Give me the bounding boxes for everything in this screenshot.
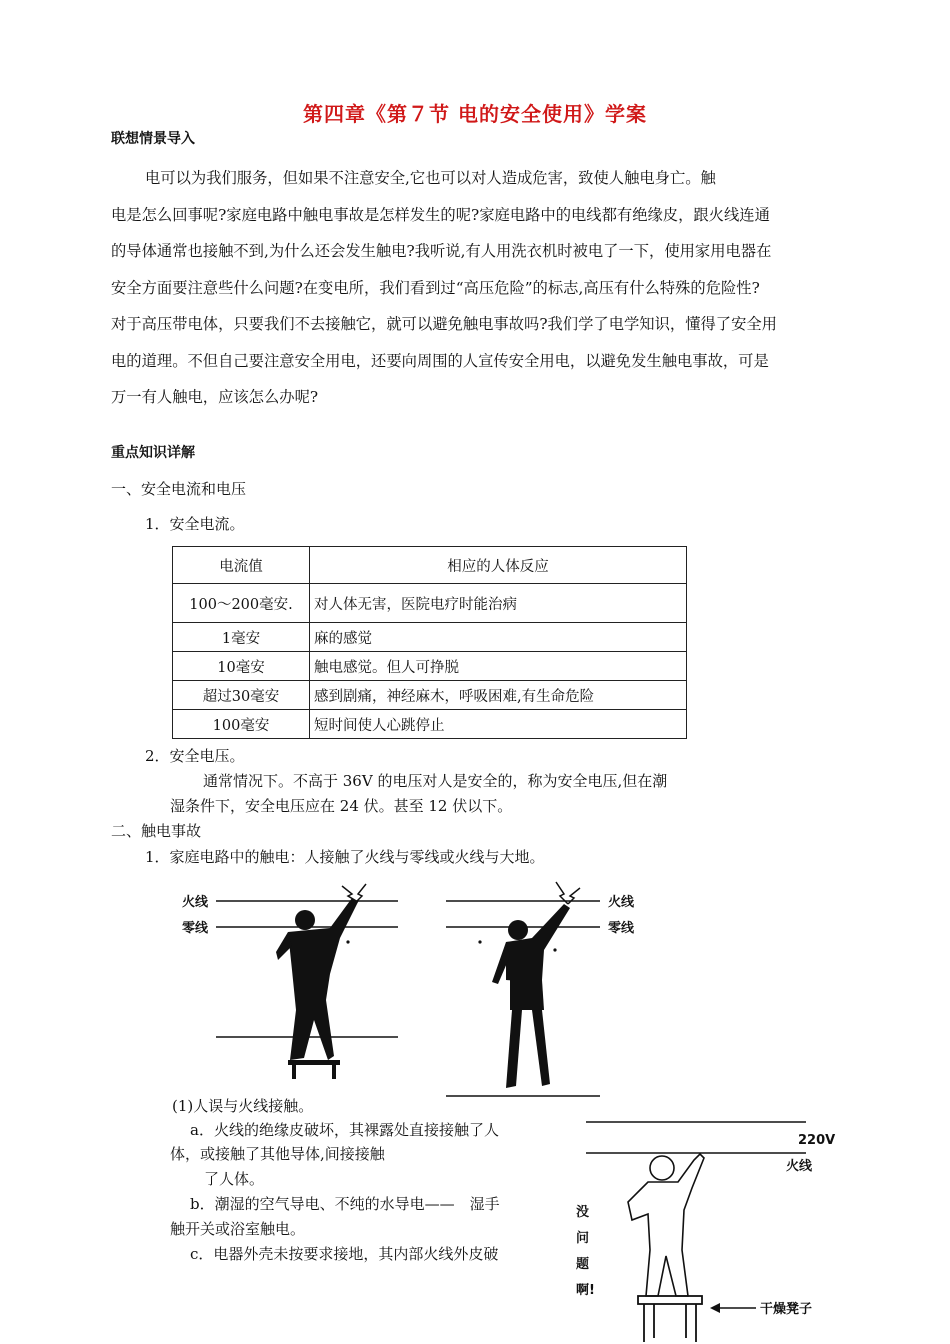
table-cell: 对人体无害，医院电疗时能治病: [310, 584, 687, 623]
person-silhouette-left: [276, 898, 358, 1079]
item2-title: 2．安全电压。: [145, 747, 245, 765]
intro-line: 电的道理。不但自己要注意安全用电，还要向周围的人宣传安全用电，以避免发生触电事故，可是: [111, 351, 769, 370]
intro-paragraph: [111, 160, 840, 416]
item2-line: 湿条件下，安全电压应在 24 伏。甚至 12 伏以下。: [170, 797, 513, 815]
page-title: 第四章《第７节 电的安全使用》学案: [303, 102, 647, 126]
table-row: [173, 623, 687, 652]
table-cell: 10毫安: [173, 652, 310, 681]
table-cell: 短时间使人心跳停止: [310, 710, 687, 739]
voltage-label: 220V: [798, 1133, 836, 1148]
table-cell: 100～200毫安.: [173, 584, 310, 623]
table-row: [173, 681, 687, 710]
table-row: [173, 584, 687, 623]
intro-line: 的导体通常也接触不到,为什么还会发生触电?我听说,有人用洗衣机时被电了一下，使用家用电器在: [111, 242, 772, 260]
sub1-a-line: a．火线的绝缘皮破坏，其裸露处直接接触了人: [190, 1121, 499, 1139]
dry-stool-figure: [570, 1110, 840, 1344]
table-cell: 100毫安: [173, 710, 310, 739]
part2-item1: 1．家庭电路中的触电：人接触了火线与零线或火线与大地。: [145, 848, 545, 866]
live-wire-label: 火线: [182, 895, 209, 910]
intro-line: 对于高压带电体，只要我们不去接触它，就可以避免触电事故吗?我们学了电学知识，懂得了安全用: [111, 315, 777, 333]
part2-title: 二、触电事故: [111, 822, 202, 840]
speech-char: 啊!: [576, 1283, 595, 1298]
speech-char: 问: [576, 1231, 590, 1246]
section-heading-key: 重点知识详解: [111, 445, 195, 461]
speech-char: 题: [576, 1257, 590, 1272]
table-header: 相应的人体反应: [310, 547, 687, 584]
sub1-b-line: b．潮湿的空气导电、不纯的水导电—— 湿手: [190, 1195, 500, 1213]
table-cell: 1毫安: [173, 623, 310, 652]
live-wire-label: 火线: [786, 1159, 813, 1174]
table-cell: 麻的感觉: [310, 623, 687, 652]
table-cell: 感到剧痛，神经麻木，呼吸困难,有生命危险: [310, 681, 687, 710]
stool-label: 干燥凳子: [760, 1302, 813, 1317]
neutral-wire-label: 零线: [608, 921, 635, 936]
intro-line: 电是怎么回事呢?家庭电路中触电事故是怎样发生的呢?家庭电路中的电线都有绝缘皮，跟火线连通: [111, 205, 770, 224]
stool: [638, 1296, 702, 1342]
live-wire-label: 火线: [608, 895, 635, 910]
safe-current-table: [172, 546, 687, 739]
table-header-row: [173, 547, 687, 584]
intro-line: 万一有人触电，应该怎么办呢?: [111, 388, 319, 406]
person-outline: [628, 1154, 704, 1296]
sub1-a-line: 了人体。: [204, 1170, 265, 1188]
person-silhouette-right: [492, 904, 570, 1088]
sub1-title: (1)人误与火线接触。: [172, 1097, 314, 1115]
table-cell: 超过30毫安: [173, 681, 310, 710]
sub1-a-line: 体，或接触了其他导体,间接接触: [170, 1145, 385, 1163]
neutral-wire-label: 零线: [182, 921, 209, 936]
table-row: [173, 652, 687, 681]
intro-line: 电可以为我们服务，但如果不注意安全,它也可以对人造成危害，致使人触电身亡。触: [145, 169, 716, 187]
electric-shock-figure: [180, 870, 640, 1100]
speech-text: [576, 1204, 595, 1298]
sub1-c-line: c．电器外壳未按要求接地，其内部火线外皮破: [190, 1245, 499, 1263]
item2-line: 通常情况下。不高于 36V 的电压对人是安全的，称为安全电压,但在潮: [203, 772, 668, 790]
arrow-head-icon: [710, 1303, 720, 1313]
speech-char: 没: [576, 1205, 590, 1220]
part1-title: 一、安全电流和电压: [111, 480, 247, 498]
sub1-b-line: 触开关或浴室触电。: [170, 1220, 306, 1238]
table-cell: 触电感觉。但人可挣脱: [310, 652, 687, 681]
table-row: [173, 710, 687, 739]
item1-title: 1．安全电流。: [145, 515, 245, 533]
section-heading-intro: 联想情景导入: [111, 131, 195, 147]
table-header: 电流值: [173, 547, 310, 584]
intro-line: 安全方面要注意些什么问题?在变电所，我们看到过“高压危险”的标志,高压有什么特殊的危险性?: [111, 278, 760, 297]
